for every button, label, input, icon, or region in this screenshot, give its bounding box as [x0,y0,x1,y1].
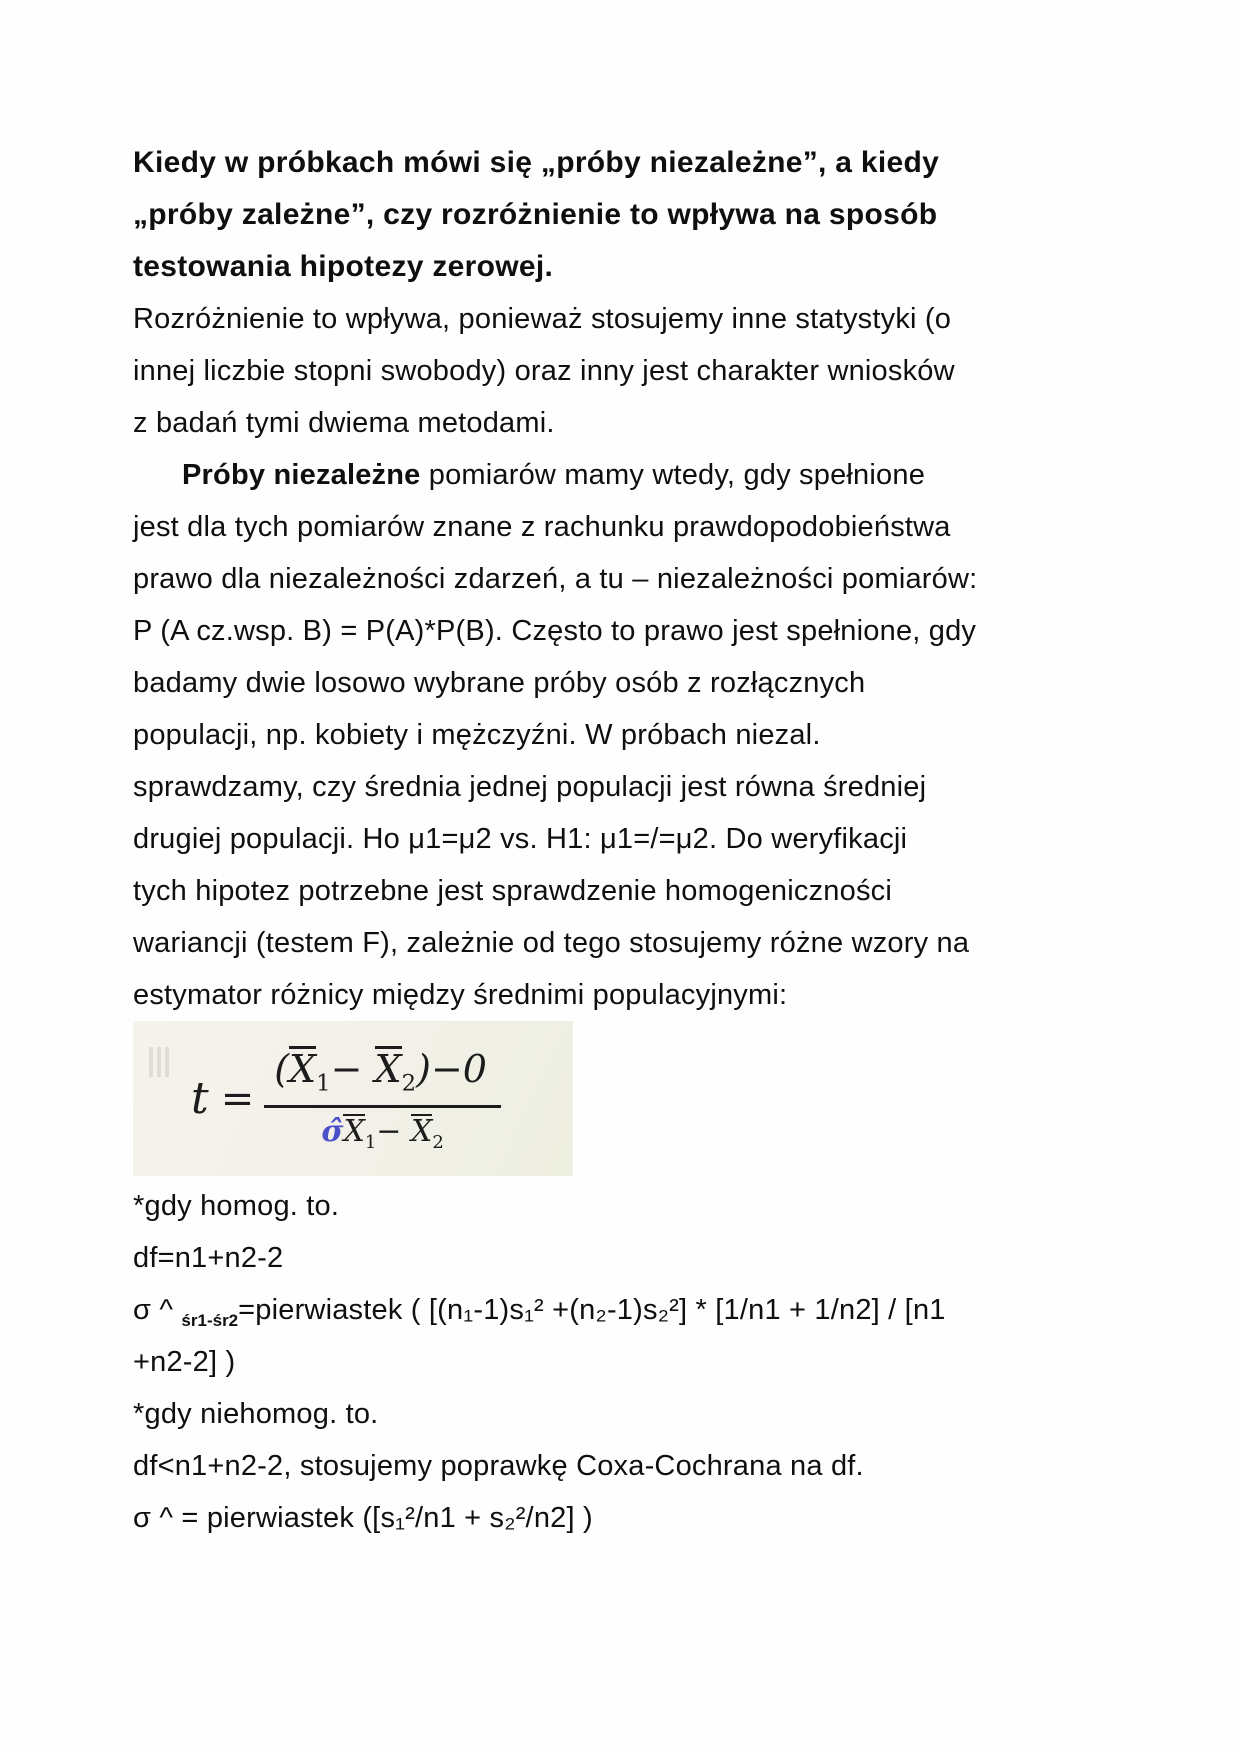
xbar2: X [410,1113,433,1149]
text-line: populacji, np. kobiety i mężczyźni. W próbach niezal. [133,719,821,751]
df-correction-note: df<n1+n2-2, stosujemy poprawkę Coxa-Cochrana na df. [133,1450,864,1482]
sub-2: 2 [401,1070,417,1097]
formula-equals-sign: = [220,1075,255,1122]
sigma-subscript: śr1-śr2 [181,1311,239,1330]
sub-2: 2 [432,1131,444,1153]
text-line: drugiej populacji. Ho μ1=μ2 vs. H1: μ1=/=μ2. Do weryfikacji [133,823,908,855]
text-line: badamy dwie losowo wybrane próby osób z rozłącznych [133,667,866,699]
minus-sign: − [376,1113,402,1149]
sub-1: 1 [364,1131,377,1153]
text-line: prawo dla niezależności zdarzeń, a tu – niezależności pomiarów: [133,563,978,595]
niehomog-note: *gdy niehomog. to. [133,1398,379,1430]
text-line: sprawdzamy, czy średnia jednej populacji jest równa średniej [133,771,927,803]
sigma-prefix: σ ^ [133,1294,182,1326]
formula-denominator [321,1108,443,1153]
text-line: wariancji (testem F), zależnie od tego stosujemy różne wzory na [133,927,970,959]
xbar1: X [343,1113,365,1149]
xbar1: X [289,1047,317,1092]
t-statistic-formula-image [133,1021,573,1176]
text-line: innej liczbie stopni swobody) oraz inny jest charakter wniosków [133,355,955,387]
para2-continuation [133,501,1133,1021]
xbar2: X [374,1047,402,1092]
bold-lead-text: Próby niezależne [182,459,421,491]
formula-notes [133,1180,1133,1544]
para2-first-line [133,449,1133,501]
text-line: jest dla tych pomiarów znane z rachunku prawdopodobieństwa [133,511,951,543]
paragraph-independent-samples [133,449,1133,1021]
text-line: Rozróżnienie to wpływa, ponieważ stosujemy inne statystyki (o [133,303,952,335]
text-line: tych hipotez potrzebne jest sprawdzenie homogeniczności [133,875,892,907]
t-statistic-formula [133,1021,573,1176]
homog-note: *gdy homog. to. [133,1190,340,1222]
formula-t-symbol: t [191,1073,209,1124]
text-line: P (A cz.wsp. B) = P(A)*P(B). Często to prawo jest spełnione, gdy [133,615,977,647]
sub-1: 1 [316,1070,331,1097]
text-line: testowania hipotezy zerowej. [133,250,554,283]
text-line: „próby zależne”, czy rozróżnienie to wpływa na sposób [133,198,938,231]
sigma-expression: =pierwiastek ( [(n₁-1)s₁² +(n₂-1)s₂²] * [1/n1 + 1/n2] / [n1 [238,1294,946,1326]
first-line-rest: pomiarów mamy wtedy, gdy spełnione [420,459,926,491]
formula-fraction [264,1044,501,1153]
df-formula: df=n1+n2-2 [133,1242,284,1274]
close-paren-minus-zero: )−0 [416,1047,487,1092]
sigma-estimator-line [133,1284,1133,1336]
text-line: Kiedy w próbkach mówi się „próby niezależne”, a kiedy [133,146,940,179]
open-paren: ( [274,1047,290,1092]
document-heading [133,137,1133,293]
text-line: estymator różnicy między średnimi populacyjnymi: [133,979,788,1011]
sigma-niehomog-formula: σ ^ = pierwiastek ([s₁²/n1 + s₂²/n2] ) [133,1502,593,1534]
formula-numerator [264,1044,501,1108]
sigma-hat-symbol: σ̂ [321,1113,344,1149]
minus-sign: − [330,1047,363,1092]
paragraph-intro [133,293,1133,449]
text-line: z badań tymi dwiema metodami. [133,407,555,439]
sigma-estimator-wrap: +n2-2] ) [133,1346,236,1378]
